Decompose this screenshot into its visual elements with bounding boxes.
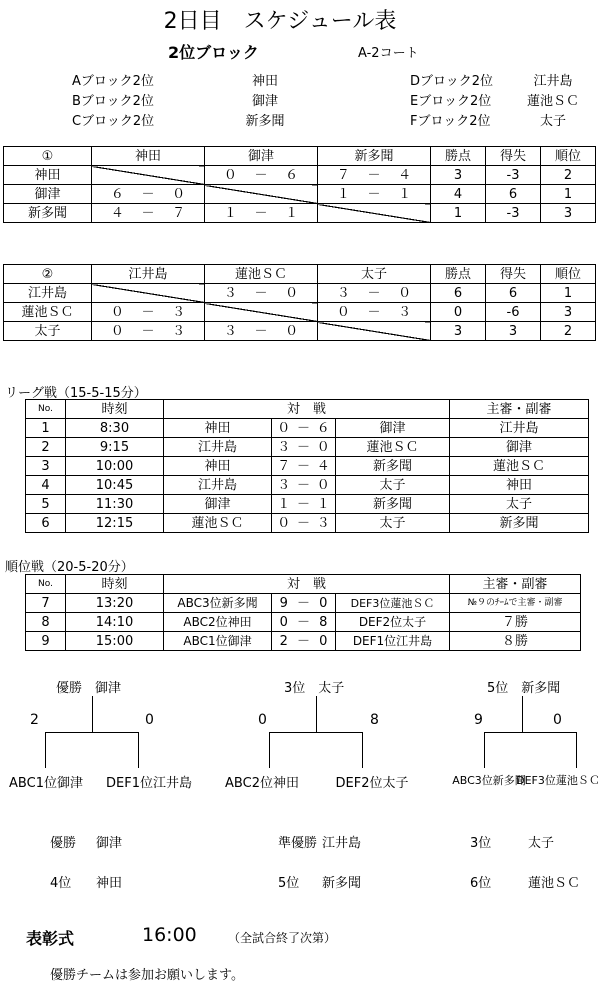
score-a: ３ (336, 285, 350, 301)
score-dash: － (254, 205, 268, 221)
away-score: ４ (312, 457, 336, 476)
table-row (26, 594, 581, 613)
ceremony-label: 表彰式 (26, 929, 75, 948)
referee: 新多聞 (450, 514, 589, 533)
match-time: 10:45 (66, 476, 164, 495)
score-b: ７ (172, 205, 186, 221)
match-time: 11:30 (66, 495, 164, 514)
score-cell (205, 284, 318, 303)
goal-diff: 3 (486, 322, 541, 341)
match-time: 13:20 (66, 594, 164, 613)
match-no: 4 (26, 476, 66, 495)
col-points: 勝点 (431, 147, 486, 166)
col-time: 時刻 (66, 400, 164, 419)
score-a: ０ (110, 323, 124, 339)
row-team: 御津 (4, 185, 92, 204)
score-dash: － (296, 439, 310, 455)
table-row (26, 476, 589, 495)
ceremony-note: （全試合終了次第） (228, 931, 337, 945)
away-score: ０ (312, 438, 336, 457)
referee: ８勝 (450, 632, 581, 651)
score-cell (92, 204, 205, 223)
goal-diff: 6 (486, 284, 541, 303)
table-row (26, 495, 589, 514)
score-dash: － (141, 186, 155, 202)
score-cell (318, 303, 431, 322)
referee: 蓮池ＳＣ (450, 457, 589, 476)
bracket-line (45, 732, 46, 768)
table-label: ① (4, 147, 92, 166)
away-score: 0 (312, 594, 336, 613)
result-team: 御津 (96, 836, 123, 851)
score-a: ３ (223, 285, 237, 301)
home-team: 神田 (164, 419, 272, 438)
self-cell (92, 284, 205, 303)
referee: 太子 (450, 495, 589, 514)
away-team: 新多聞 (336, 457, 450, 476)
league-table-2 (3, 264, 596, 341)
bracket-left-team: ABC1位御津 (9, 776, 83, 791)
table-row (4, 303, 596, 322)
bracket-line (316, 696, 317, 732)
away-team: 御津 (336, 419, 450, 438)
col-rank: 順位 (541, 265, 596, 284)
points: 0 (431, 303, 486, 322)
score-dash: － (254, 285, 268, 301)
away-team: DEF3位蓮池ＳＣ (336, 594, 450, 613)
col-points: 勝点 (431, 265, 486, 284)
score-a: ４ (110, 205, 124, 221)
away-score: １ (312, 495, 336, 514)
match-time: 8:30 (66, 419, 164, 438)
col-goal-diff: 得失 (486, 265, 541, 284)
table-row (26, 613, 581, 632)
rank: 1 (541, 185, 596, 204)
home-team: 蓮池ＳＣ (164, 514, 272, 533)
assign-right-1: Eブロック2位 (410, 94, 492, 109)
bracket-left-score: 0 (258, 712, 267, 728)
score-cell (318, 185, 431, 204)
bracket-title: 5位 新多聞 (487, 681, 561, 696)
assign-team-1: 御津 (251, 94, 278, 109)
score-b: ３ (172, 323, 186, 339)
score-dash: － (296, 458, 310, 474)
home-team: 御津 (164, 495, 272, 514)
table-row (4, 166, 596, 185)
bracket-right-score: 8 (370, 712, 379, 728)
row-team: 蓮池ＳＣ (4, 303, 92, 322)
table-header (26, 400, 589, 419)
ceremony-time: 16:00 (142, 924, 197, 946)
bracket-right-team: DEF3位蓮池ＳＣ (516, 774, 600, 787)
match-time: 12:15 (66, 514, 164, 533)
home-score: ３ (272, 438, 296, 457)
table-row (26, 419, 589, 438)
score-b: ４ (398, 167, 412, 183)
home-team: 江井島 (164, 438, 272, 457)
score-dash: － (367, 167, 381, 183)
row-team: 太子 (4, 322, 92, 341)
bracket-right-score: 0 (553, 712, 562, 728)
block-title: 2位ブロック (168, 43, 259, 62)
table-row (4, 284, 596, 303)
table-row (4, 204, 596, 223)
bracket-line (362, 732, 363, 768)
placement-schedule-table (25, 574, 581, 651)
score-dash: － (296, 633, 310, 649)
score-b: ０ (172, 186, 186, 202)
score-b: ０ (398, 285, 412, 301)
result-label: 6位 (470, 876, 492, 891)
score-a: ３ (223, 323, 237, 339)
match-time: 10:00 (66, 457, 164, 476)
table-header (26, 575, 581, 594)
result-label: 4位 (50, 876, 72, 891)
score-cell (205, 204, 318, 223)
result-team: 江井島 (322, 836, 362, 851)
goal-diff: -3 (486, 204, 541, 223)
bracket-left-team: ABC2位神田 (225, 776, 299, 791)
self-cell (318, 322, 431, 341)
home-score: ３ (272, 476, 296, 495)
match-time: 14:10 (66, 613, 164, 632)
rank: 3 (541, 303, 596, 322)
score-b: １ (285, 205, 299, 221)
points: 4 (431, 185, 486, 204)
bracket-line (92, 696, 93, 732)
col-team: 太子 (318, 265, 431, 284)
result-label: 優勝 (50, 836, 77, 851)
away-team: DEF2位太子 (336, 613, 450, 632)
score-dash: － (141, 304, 155, 320)
table-header (4, 265, 596, 284)
referee: 神田 (450, 476, 589, 495)
result-label: 準優勝 (278, 836, 318, 851)
league-schedule-table (25, 399, 589, 533)
score-b: ０ (285, 323, 299, 339)
score-dash: － (296, 595, 310, 611)
league-table-1 (3, 146, 596, 223)
col-team: 御津 (205, 147, 318, 166)
self-cell (92, 166, 205, 185)
score-cell (92, 303, 205, 322)
assign-team-2: 新多聞 (245, 114, 285, 129)
row-team: 新多聞 (4, 204, 92, 223)
col-ref: 主審・副審 (450, 400, 589, 419)
col-match: 対 戦 (164, 400, 450, 419)
table-header (4, 147, 596, 166)
home-score: ０ (272, 514, 296, 533)
row-team: 江井島 (4, 284, 92, 303)
score-a: ０ (110, 304, 124, 320)
table-row (26, 457, 589, 476)
points: 1 (431, 204, 486, 223)
away-score: ３ (312, 514, 336, 533)
home-score: ０ (272, 419, 296, 438)
col-no: No. (26, 575, 66, 594)
footer-note: 優勝チームは参加お願いします。 (50, 968, 244, 983)
table-row (4, 322, 596, 341)
score-dash: － (296, 420, 310, 436)
home-team: 神田 (164, 457, 272, 476)
self-cell (205, 303, 318, 322)
assign-left-2: Cブロック2位 (72, 114, 155, 129)
col-team: 蓮池ＳＣ (205, 265, 318, 284)
bracket-line (138, 732, 139, 768)
score-a: ６ (110, 186, 124, 202)
score-dash: － (141, 205, 155, 221)
rank: 2 (541, 166, 596, 185)
result-team: 神田 (96, 876, 123, 891)
match-no: 5 (26, 495, 66, 514)
result-team: 新多聞 (322, 876, 362, 891)
bracket-line (269, 732, 270, 768)
result-team: 蓮池ＳＣ (528, 876, 581, 891)
home-team: ABC3位新多聞 (164, 594, 272, 613)
away-team: 蓮池ＳＣ (336, 438, 450, 457)
score-dash: － (367, 304, 381, 320)
score-dash: － (254, 323, 268, 339)
bracket-right-team: DEF2位太子 (335, 776, 409, 791)
col-match: 対 戦 (164, 575, 450, 594)
rank: 1 (541, 284, 596, 303)
match-time: 9:15 (66, 438, 164, 457)
table-row (4, 185, 596, 204)
table-row (26, 438, 589, 457)
match-no: 9 (26, 632, 66, 651)
match-no: 1 (26, 419, 66, 438)
row-team: 神田 (4, 166, 92, 185)
points: 6 (431, 284, 486, 303)
bracket-left-score: 2 (30, 712, 39, 728)
assign-left-0: Aブロック2位 (72, 74, 154, 89)
goal-diff: -3 (486, 166, 541, 185)
home-team: 江井島 (164, 476, 272, 495)
col-goal-diff: 得失 (486, 147, 541, 166)
away-team: 太子 (336, 476, 450, 495)
bracket-line (522, 696, 523, 732)
table-row (26, 514, 589, 533)
col-ref: 主審・副審 (450, 575, 581, 594)
score-b: ６ (285, 167, 299, 183)
bracket-right-team: DEF1位江井島 (106, 776, 192, 791)
result-team: 太子 (528, 836, 555, 851)
score-a: １ (336, 186, 350, 202)
assign-team2-1: 蓮池ＳＣ (526, 94, 579, 109)
home-score: １ (272, 495, 296, 514)
score-a: ０ (223, 167, 237, 183)
placement-schedule-caption: 順位戦（20-5-20分） (5, 560, 134, 575)
goal-diff: -6 (486, 303, 541, 322)
goal-diff: 6 (486, 185, 541, 204)
away-score: 8 (312, 613, 336, 632)
score-b: １ (398, 186, 412, 202)
assign-right-2: Fブロック2位 (410, 114, 491, 129)
score-dash: － (141, 323, 155, 339)
table-row (26, 632, 581, 651)
score-cell (92, 322, 205, 341)
away-team: 太子 (336, 514, 450, 533)
score-a: ７ (336, 167, 350, 183)
score-b: ３ (398, 304, 412, 320)
referee: 江井島 (450, 419, 589, 438)
score-dash: － (367, 186, 381, 202)
bracket-line (269, 732, 363, 733)
bracket-title: 3位 太子 (284, 681, 345, 696)
col-team: 新多聞 (318, 147, 431, 166)
home-score: 0 (272, 613, 296, 632)
col-time: 時刻 (66, 575, 164, 594)
self-cell (205, 185, 318, 204)
col-team: 江井島 (92, 265, 205, 284)
self-cell (318, 204, 431, 223)
score-b: ０ (285, 285, 299, 301)
assign-team2-2: 太子 (539, 114, 566, 129)
score-dash: － (296, 477, 310, 493)
score-b: ３ (172, 304, 186, 320)
points: 3 (431, 322, 486, 341)
page-title: 2日目 スケジュール表 (163, 9, 397, 34)
rank: 3 (541, 204, 596, 223)
score-cell (318, 166, 431, 185)
home-score: 2 (272, 632, 296, 651)
score-dash: － (367, 285, 381, 301)
score-cell (205, 322, 318, 341)
score-dash: － (254, 167, 268, 183)
league-schedule-caption: リーグ戦（15-5-15分） (5, 386, 147, 401)
home-team: ABC2位神田 (164, 613, 272, 632)
bracket-line (45, 732, 139, 733)
referee: №９のﾁｰﾑで主審・副審 (450, 594, 581, 613)
points: 3 (431, 166, 486, 185)
table-label: ② (4, 265, 92, 284)
assign-left-1: Bブロック2位 (72, 94, 154, 109)
home-score: ７ (272, 457, 296, 476)
score-dash: － (296, 496, 310, 512)
col-team: 神田 (92, 147, 205, 166)
bracket-line (576, 732, 577, 768)
match-no: 3 (26, 457, 66, 476)
score-a: ０ (336, 304, 350, 320)
away-score: ６ (312, 419, 336, 438)
rank: 2 (541, 322, 596, 341)
referee: 御津 (450, 438, 589, 457)
assign-team-0: 神田 (251, 74, 278, 89)
assign-team2-0: 江井島 (533, 74, 573, 89)
col-rank: 順位 (541, 147, 596, 166)
away-score: 0 (312, 632, 336, 651)
result-label: 3位 (470, 836, 492, 851)
bracket-left-team: ABC3位新多聞 (452, 774, 526, 787)
home-team: ABC1位御津 (164, 632, 272, 651)
col-no: No. (26, 400, 66, 419)
result-label: 5位 (278, 876, 300, 891)
match-no: 7 (26, 594, 66, 613)
bracket-left-score: 9 (474, 712, 483, 728)
away-team: DEF1位江井島 (336, 632, 450, 651)
score-a: １ (223, 205, 237, 221)
score-cell (92, 185, 205, 204)
bracket-line (484, 732, 485, 768)
referee: ７勝 (450, 613, 581, 632)
match-no: 6 (26, 514, 66, 533)
match-no: 2 (26, 438, 66, 457)
bracket-right-score: 0 (145, 712, 154, 728)
match-time: 15:00 (66, 632, 164, 651)
away-team: 新多聞 (336, 495, 450, 514)
bracket-title: 優勝 御津 (56, 681, 122, 696)
score-cell (318, 284, 431, 303)
score-dash: － (296, 515, 310, 531)
bracket-line (484, 732, 577, 733)
home-score: 9 (272, 594, 296, 613)
score-dash: － (296, 614, 310, 630)
court-label: A-2コート (358, 46, 419, 61)
assign-right-0: Dブロック2位 (410, 74, 494, 89)
score-cell (205, 166, 318, 185)
match-no: 8 (26, 613, 66, 632)
away-score: ０ (312, 476, 336, 495)
